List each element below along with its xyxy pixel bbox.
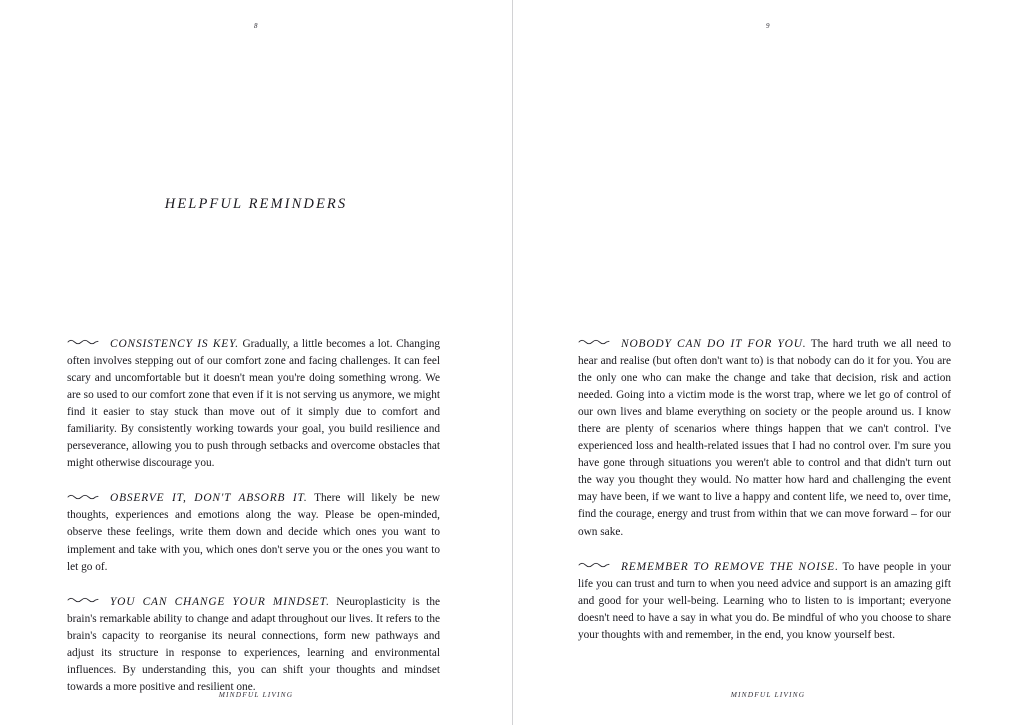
wavy-rule-ornament-icon: [67, 493, 99, 500]
reminder-body: The hard truth we all need to hear and realise (but often don't want to) is that nobody can do it for you. You are the only one who can make the change and take that decision, risk and action needed. Going into a victim mode is the worst trap, where we let go of control of our own lives and blame everything on society or the people around us. I know there are plenty of scenarios where things happen that we can't control. I've experienced loss and health-related issues that I had no control over. I'm sure you have gone through situations you weren't able to control and that didn't turn out the way you thought they would. No matter how hard and challenging the event may have been, if we want to live a happy and content life, we need to, over time, find the courage, energy and trust from within that we can move forward – for our own sake.: [578, 338, 952, 538]
reminder-body: Neuroplasticity is the brain's remarkable ability to change and adapt throughout our lives. It refers to the brain's capacity to reorganise its neural connections, form new pathways and adjust its structure in response to experiences, learning and environmental influences. By understanding this, you can shift your thoughts and mindset towards a more positive and resilient one.: [67, 595, 440, 693]
right-page: [512, 0, 1024, 725]
page-number-left: 8: [254, 22, 258, 30]
running-foot-right: MINDFUL LIVING: [730, 690, 806, 699]
wavy-rule-ornament-icon: [67, 338, 99, 345]
page-number-right: 9: [766, 22, 770, 30]
reminder-lead-in: CONSISTENCY IS KEY.: [110, 338, 239, 350]
reminder-paragraph: [578, 559, 951, 644]
reminder-lead-in: REMEMBER TO REMOVE THE NOISE.: [621, 560, 839, 573]
chapter-title: HELPFUL REMINDERS: [164, 196, 348, 212]
reminder-paragraph: [67, 490, 440, 575]
reminder-paragraph: [67, 594, 440, 696]
reminder-paragraph: [67, 336, 440, 472]
running-foot-left: MINDFUL LIVING: [218, 690, 294, 699]
spread-gutter-divider: [512, 0, 513, 725]
wavy-rule-ornament-icon: [67, 596, 99, 603]
reminder-lead-in: OBSERVE IT, DON'T ABSORB IT.: [110, 492, 308, 505]
left-text-column: [67, 336, 440, 696]
reminder-body: To have people in your life you can trust and turn to when you need advice and support is an amazing gift and good for your well-being. Learning who to listen to is important; everyone doesn't need to have a say in what you do. Be mindful of who you choose to share your thoughts with and remember, in the end, you know yourself best.: [578, 560, 951, 641]
right-text-column: [578, 336, 951, 644]
reminder-body: Gradually, a little becomes a lot. Changing often involves stepping out of our comfort zone and facing challenges. It can feel scary and uncomfortable but it doesn't mean you're doing something wrong. We are so used to our comfort zone that even if it is not serving us anymore, we might find it easier to stay stuck than move out of it simply due to comfort and familiarity. By consistently working towards your goal, you build resilience and perseverance, allowing you to push through setbacks and overcome obstacles that might otherwise discourage you.: [67, 338, 441, 470]
wavy-rule-ornament-icon: [578, 338, 610, 345]
reminder-lead-in: NOBODY CAN DO IT FOR YOU.: [621, 338, 807, 350]
reminder-body: There will likely be new thoughts, experiences and emotions along the way. Please be open-minded, observe these feelings, write them down and decide which ones you want to implement and take with you, which ones don't serve you or the ones you want to let go of.: [67, 492, 441, 573]
reminder-paragraph: [578, 336, 951, 541]
wavy-rule-ornament-icon: [578, 561, 610, 568]
reminder-lead-in: YOU CAN CHANGE YOUR MINDSET.: [110, 595, 330, 608]
